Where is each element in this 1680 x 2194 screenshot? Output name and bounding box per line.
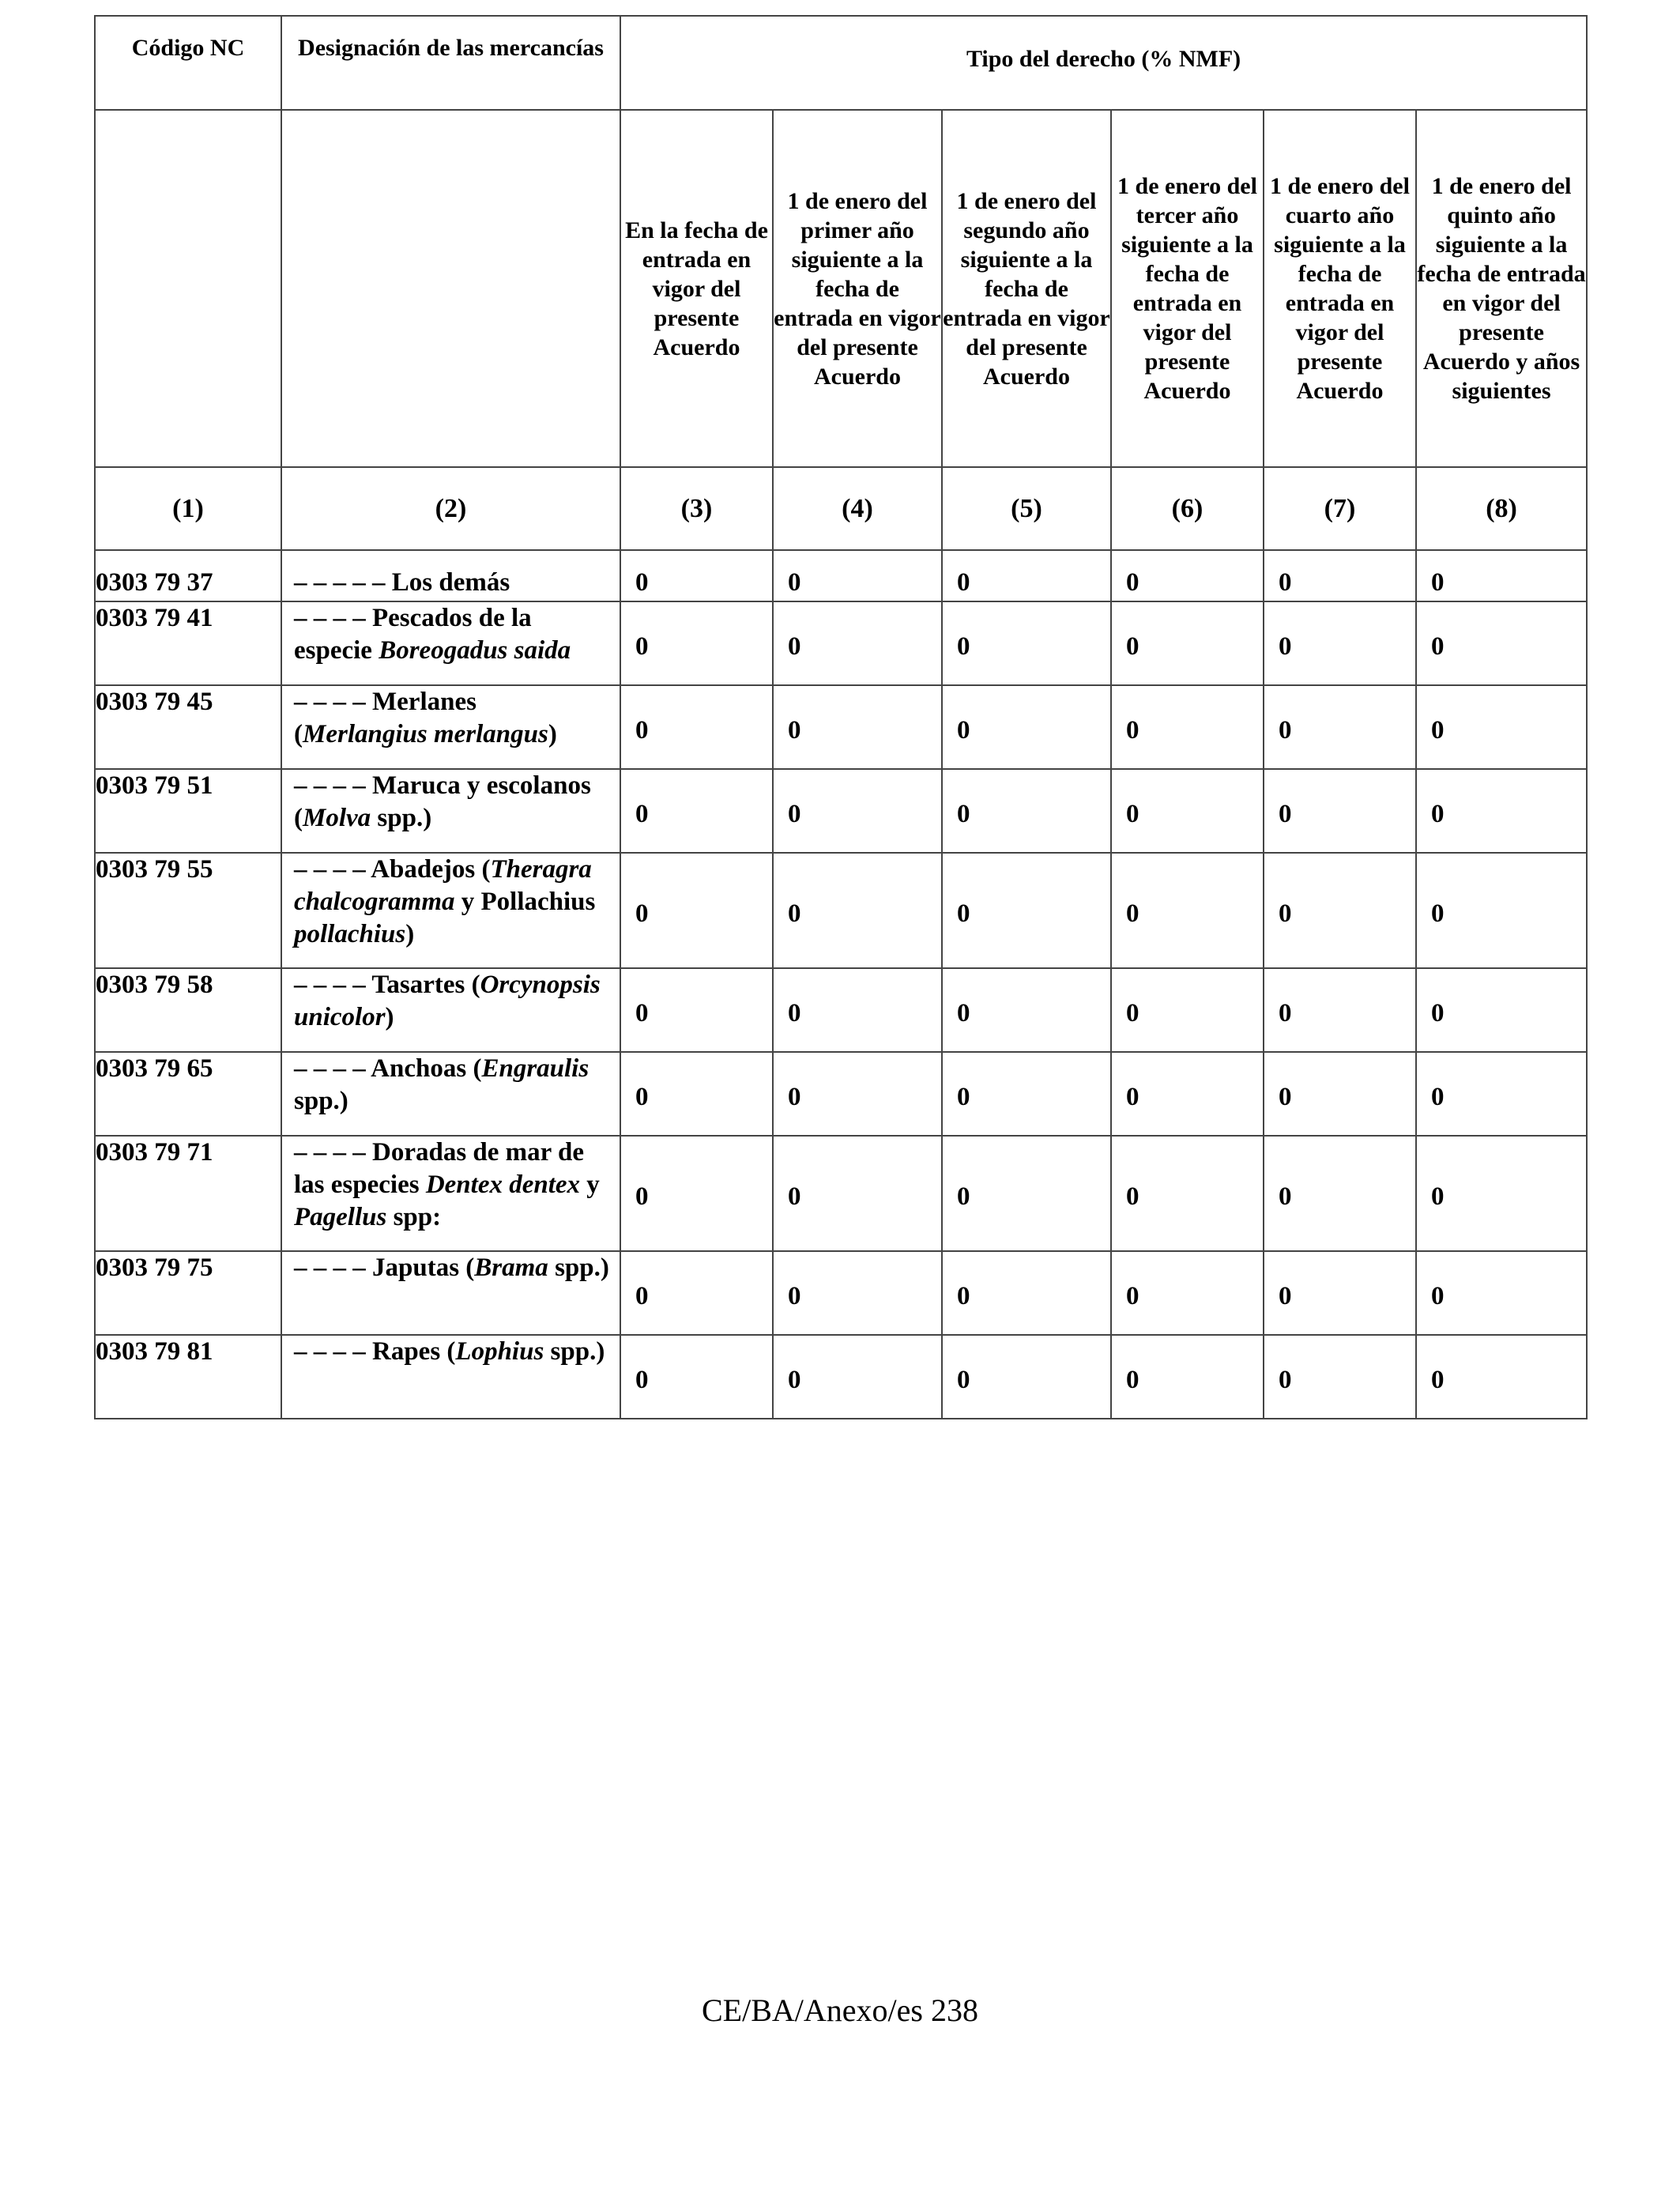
header-tipo-derecho: Tipo del derecho (% NMF) bbox=[620, 16, 1587, 110]
duty-rate-cell: 0 bbox=[1111, 1335, 1264, 1419]
designation-text: – – – – Merlanes ( bbox=[294, 688, 477, 748]
duty-rate-cell: 0 bbox=[942, 601, 1111, 685]
duty-rate-cell: 0 bbox=[773, 550, 942, 601]
designation-text: y Pollachius bbox=[454, 888, 596, 916]
duty-rate-cell: 0 bbox=[773, 1052, 942, 1136]
duty-rate-cell: 0 bbox=[773, 1136, 942, 1251]
duty-rate-cell: 0 bbox=[773, 1335, 942, 1419]
duty-rate-cell: 0 bbox=[1416, 1335, 1587, 1419]
table-row bbox=[95, 1251, 1587, 1335]
duty-rate-cell: 0 bbox=[773, 853, 942, 968]
designation-italic-text: Engraulis bbox=[481, 1054, 590, 1083]
duty-rate-cell: 0 bbox=[1264, 1136, 1416, 1251]
col-number: (2) bbox=[281, 467, 620, 550]
duty-rate-cell: 0 bbox=[1111, 1136, 1264, 1251]
duty-rate-cell: 0 bbox=[620, 601, 773, 685]
table-row bbox=[95, 968, 1587, 1052]
header-col-4: 1 de enero del primer año siguiente a la fecha de entrada en vigor del presente Acuerdo bbox=[773, 110, 942, 467]
designation-text: spp.) bbox=[544, 1337, 605, 1366]
tariff-table bbox=[94, 15, 1588, 1419]
duty-rate-cell: 0 bbox=[942, 769, 1111, 853]
designation-cell bbox=[281, 853, 620, 968]
duty-rate-cell: 0 bbox=[1416, 1052, 1587, 1136]
duty-rate-cell: 0 bbox=[1264, 685, 1416, 769]
table-row bbox=[95, 1136, 1587, 1251]
duty-rate-cell: 0 bbox=[773, 685, 942, 769]
designation-text: ) bbox=[405, 920, 415, 948]
designation-cell bbox=[281, 601, 620, 685]
duty-rate-cell: 0 bbox=[1264, 769, 1416, 853]
designation-cell bbox=[281, 1052, 620, 1136]
duty-rate-cell: 0 bbox=[1264, 1052, 1416, 1136]
col-number: (6) bbox=[1111, 467, 1264, 550]
designation-text: – – – – Doradas de mar de las especies bbox=[294, 1138, 584, 1199]
duty-rate-cell: 0 bbox=[620, 1251, 773, 1335]
table-row bbox=[95, 1335, 1587, 1419]
designation-text: ) bbox=[548, 720, 557, 748]
header-col-8: 1 de enero del quinto año siguiente a la fecha de entrada en vigor del presente Acuerdo y años siguientes bbox=[1416, 110, 1587, 467]
table-row bbox=[95, 601, 1587, 685]
designation-text: – – – – Japutas ( bbox=[294, 1253, 475, 1282]
duty-rate-cell: 0 bbox=[620, 1335, 773, 1419]
duty-rate-cell: 0 bbox=[942, 1251, 1111, 1335]
designation-cell bbox=[281, 968, 620, 1052]
header-row-numbers bbox=[95, 467, 1587, 550]
designation-cell bbox=[281, 1136, 620, 1251]
col-number: (8) bbox=[1416, 467, 1587, 550]
designation-cell bbox=[281, 550, 620, 601]
nc-code-cell: 0303 79 41 bbox=[95, 601, 281, 685]
header-col-6: 1 de enero del tercer año siguiente a la fecha de entrada en vigor del presente Acuerdo bbox=[1111, 110, 1264, 467]
header-col-5: 1 de enero del segundo año siguiente a la fecha de entrada en vigor del presente Acuerdo bbox=[942, 110, 1111, 467]
designation-text: ) bbox=[385, 1003, 394, 1031]
duty-rate-cell: 0 bbox=[1264, 601, 1416, 685]
designation-cell bbox=[281, 769, 620, 853]
duty-rate-cell: 0 bbox=[1264, 968, 1416, 1052]
duty-rate-cell: 0 bbox=[1416, 1136, 1587, 1251]
col-number: (5) bbox=[942, 467, 1111, 550]
designation-italic-text: Molva bbox=[303, 804, 371, 832]
nc-code-cell: 0303 79 81 bbox=[95, 1335, 281, 1419]
duty-rate-cell: 0 bbox=[620, 769, 773, 853]
duty-rate-cell: 0 bbox=[773, 769, 942, 853]
designation-italic-text: Boreogadus saida bbox=[379, 636, 571, 665]
designation-italic-text: Merlangius merlangus bbox=[303, 720, 548, 748]
duty-rate-cell: 0 bbox=[620, 685, 773, 769]
duty-rate-cell: 0 bbox=[773, 601, 942, 685]
duty-rate-cell: 0 bbox=[1416, 601, 1587, 685]
header-empty-1 bbox=[95, 110, 281, 467]
designation-cell bbox=[281, 1251, 620, 1335]
designation-text: spp: bbox=[386, 1203, 442, 1231]
nc-code-cell: 0303 79 55 bbox=[95, 853, 281, 968]
header-empty-2 bbox=[281, 110, 620, 467]
designation-italic-text: Lophius bbox=[455, 1337, 544, 1366]
duty-rate-cell: 0 bbox=[1264, 853, 1416, 968]
designation-text: spp.) bbox=[294, 1087, 348, 1115]
duty-rate-cell: 0 bbox=[942, 1335, 1111, 1419]
duty-rate-cell: 0 bbox=[620, 853, 773, 968]
designation-italic-text: Pagellus bbox=[294, 1203, 387, 1231]
duty-rate-cell: 0 bbox=[942, 550, 1111, 601]
designation-text: – – – – Tasartes ( bbox=[294, 971, 480, 999]
nc-code-cell: 0303 79 58 bbox=[95, 968, 281, 1052]
designation-text: – – – – – Los demás bbox=[294, 568, 510, 597]
duty-rate-cell: 0 bbox=[620, 968, 773, 1052]
designation-text: – – – – Rapes ( bbox=[294, 1337, 456, 1366]
header-row-2 bbox=[95, 110, 1587, 467]
duty-rate-cell: 0 bbox=[942, 685, 1111, 769]
duty-rate-cell: 0 bbox=[1111, 550, 1264, 601]
designation-italic-text: Orcynopsis unicolor bbox=[294, 971, 601, 1031]
designation-italic-text: Brama bbox=[474, 1253, 548, 1282]
designation-text: y bbox=[580, 1171, 600, 1199]
designation-italic-text: Theragra chalcogramma bbox=[294, 855, 592, 916]
col-number: (7) bbox=[1264, 467, 1416, 550]
duty-rate-cell: 0 bbox=[1416, 769, 1587, 853]
duty-rate-cell: 0 bbox=[620, 1052, 773, 1136]
table-row bbox=[95, 685, 1587, 769]
duty-rate-cell: 0 bbox=[942, 1136, 1111, 1251]
duty-rate-cell: 0 bbox=[1416, 968, 1587, 1052]
header-col-7: 1 de enero del cuarto año siguiente a la fecha de entrada en vigor del presente Acuerdo bbox=[1264, 110, 1416, 467]
designation-italic-text: Dentex dentex bbox=[425, 1171, 581, 1199]
duty-rate-cell: 0 bbox=[1264, 1335, 1416, 1419]
duty-rate-cell: 0 bbox=[1111, 601, 1264, 685]
table-row bbox=[95, 1052, 1587, 1136]
duty-rate-cell: 0 bbox=[1264, 1251, 1416, 1335]
designation-text: – – – – Anchoas ( bbox=[294, 1054, 482, 1083]
header-designacion: Designación de las mercancías bbox=[281, 16, 620, 110]
duty-rate-cell: 0 bbox=[1416, 550, 1587, 601]
designation-text: spp.) bbox=[371, 804, 432, 832]
col-number: (3) bbox=[620, 467, 773, 550]
duty-rate-cell: 0 bbox=[1111, 1251, 1264, 1335]
designation-cell bbox=[281, 685, 620, 769]
designation-text: – – – – Abadejos ( bbox=[294, 855, 491, 884]
table-row bbox=[95, 550, 1587, 601]
duty-rate-cell: 0 bbox=[1416, 1251, 1587, 1335]
duty-rate-cell: 0 bbox=[1111, 685, 1264, 769]
nc-code-cell: 0303 79 71 bbox=[95, 1136, 281, 1251]
duty-rate-cell: 0 bbox=[1111, 1052, 1264, 1136]
duty-rate-cell: 0 bbox=[942, 853, 1111, 968]
nc-code-cell: 0303 79 51 bbox=[95, 769, 281, 853]
nc-code-cell: 0303 79 75 bbox=[95, 1251, 281, 1335]
duty-rate-cell: 0 bbox=[773, 1251, 942, 1335]
table-row bbox=[95, 769, 1587, 853]
header-row-1 bbox=[95, 16, 1587, 110]
duty-rate-cell: 0 bbox=[773, 968, 942, 1052]
duty-rate-cell: 0 bbox=[942, 1052, 1111, 1136]
duty-rate-cell: 0 bbox=[1111, 769, 1264, 853]
duty-rate-cell: 0 bbox=[620, 550, 773, 601]
duty-rate-cell: 0 bbox=[1416, 685, 1587, 769]
nc-code-cell: 0303 79 45 bbox=[95, 685, 281, 769]
duty-rate-cell: 0 bbox=[620, 1136, 773, 1251]
page-footer: CE/BA/Anexo/es 238 bbox=[702, 1992, 978, 2028]
duty-rate-cell: 0 bbox=[1111, 853, 1264, 968]
col-number: (1) bbox=[95, 467, 281, 550]
nc-code-cell: 0303 79 65 bbox=[95, 1052, 281, 1136]
duty-rate-cell: 0 bbox=[942, 968, 1111, 1052]
designation-text: – – – – Maruca y escolanos ( bbox=[294, 771, 591, 832]
duty-rate-cell: 0 bbox=[1264, 550, 1416, 601]
col-number: (4) bbox=[773, 467, 942, 550]
nc-code-cell: 0303 79 37 bbox=[95, 550, 281, 601]
duty-rate-cell: 0 bbox=[1111, 968, 1264, 1052]
designation-text: – – – – Pescados de la especie bbox=[294, 604, 532, 665]
designation-text: spp.) bbox=[548, 1253, 609, 1282]
table-row bbox=[95, 853, 1587, 968]
designation-cell bbox=[281, 1335, 620, 1419]
header-codigo: Código NC bbox=[95, 16, 281, 110]
header-col-3: En la fecha de entrada en vigor del presente Acuerdo bbox=[620, 110, 773, 467]
duty-rate-cell: 0 bbox=[1416, 853, 1587, 968]
designation-italic-text: pollachius bbox=[294, 920, 406, 948]
